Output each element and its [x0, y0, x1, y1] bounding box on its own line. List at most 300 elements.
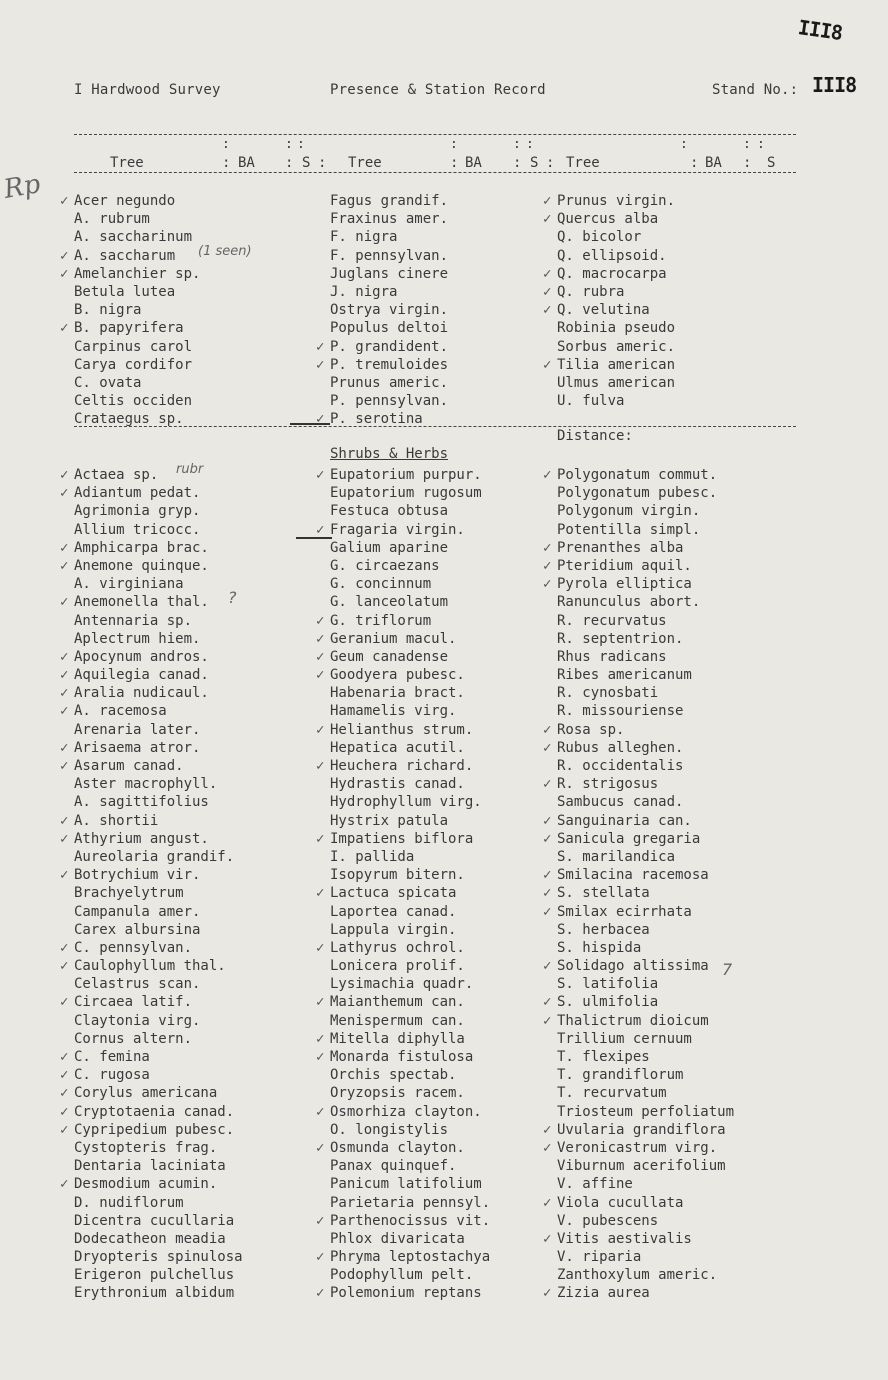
species-name: Isopyrum bitern. [330, 867, 465, 884]
species-row [557, 319, 675, 337]
species-name: S. marilandica [557, 848, 676, 865]
species-name: Circaea latif. [74, 994, 193, 1011]
species-row [543, 993, 734, 1011]
header-ba-3: BA [705, 155, 722, 171]
species-row [316, 612, 490, 630]
species-row [557, 374, 675, 392]
species-row [316, 338, 449, 356]
species-row [557, 521, 734, 539]
species-name: Hamamelis virg. [330, 703, 457, 720]
species-row [74, 1012, 243, 1030]
species-row [543, 884, 734, 902]
species-name: Dicentra cucullaria [74, 1212, 235, 1229]
species-row [316, 1248, 491, 1266]
species-row [316, 648, 490, 666]
species-row [330, 1121, 490, 1139]
species-name: Q. macrocarpa [557, 265, 667, 282]
species-row [74, 1212, 243, 1230]
species-row [557, 484, 734, 502]
species-name: R. missouriense [557, 703, 684, 720]
species-row [60, 993, 243, 1011]
species-name: Eupatorium purpur. [330, 467, 482, 483]
species-name: Q. velutina [557, 302, 650, 319]
species-row [330, 228, 448, 246]
species-name: Rosa sp. [557, 721, 625, 738]
species-row [557, 228, 675, 246]
species-row [74, 721, 243, 739]
species-row [330, 903, 490, 921]
species-name: Celtis occiden [74, 393, 193, 410]
check-mark-icon: ✓ [316, 885, 325, 902]
species-row [557, 939, 734, 957]
species-row [316, 666, 490, 684]
species-row [74, 228, 200, 246]
check-mark-icon: ✓ [60, 539, 69, 556]
species-name: Carex albursina [74, 921, 201, 938]
species-row [543, 957, 734, 975]
species-row [74, 612, 243, 630]
species-name: Galium aparine [330, 539, 449, 556]
record-title: Presence & Station Record [330, 82, 546, 98]
check-mark-icon: ✓ [543, 776, 552, 793]
species-name: Allium tricocc. [74, 521, 201, 538]
species-row [316, 884, 490, 902]
species-name: Parthenocissus vit. [330, 1212, 491, 1229]
species-row [60, 192, 200, 210]
species-name: Aster macrophyll. [74, 776, 218, 793]
species-row [330, 975, 490, 993]
check-mark-icon: ✓ [60, 193, 69, 209]
colon-marker: : [285, 137, 293, 152]
species-name: Potentilla simpl. [557, 521, 701, 538]
colon-marker: : [513, 137, 521, 152]
species-row [557, 502, 734, 520]
species-name: S. latifolia [557, 976, 659, 993]
species-name: Eupatorium rugosum [330, 485, 482, 502]
species-name: Zanthoxylum americ. [557, 1267, 718, 1284]
species-row [60, 702, 243, 720]
species-row [330, 392, 448, 410]
check-mark-icon: ✓ [316, 758, 325, 774]
species-name: Botrychium vir. [74, 867, 201, 884]
species-row [330, 301, 448, 319]
stand-label: Stand No.: [712, 82, 799, 98]
species-row [330, 921, 490, 939]
species-name: Impatiens biflora [330, 830, 474, 847]
species-name: Hydrastis canad. [330, 776, 465, 793]
handwritten-mark: ? [228, 588, 237, 607]
species-name: O. longistylis [330, 1121, 449, 1138]
species-name: Ribes americanum [557, 667, 692, 684]
check-mark-icon: ✓ [316, 467, 325, 483]
header-colon: : [318, 155, 327, 171]
species-row [330, 557, 490, 575]
check-mark-icon: ✓ [316, 521, 325, 538]
header-colon: : [450, 155, 459, 171]
species-row [74, 884, 243, 902]
species-row [74, 338, 200, 356]
species-row [330, 1012, 490, 1030]
species-name: Aquilegia canad. [74, 667, 209, 684]
species-row [330, 775, 490, 793]
species-name: Crataegus sp. [74, 411, 184, 428]
colon-marker: : [743, 137, 751, 152]
species-row [557, 1066, 734, 1084]
species-row [543, 356, 676, 374]
species-row [60, 539, 243, 557]
species-name: G. circaezans [330, 557, 440, 574]
species-name: Aplectrum hiem. [74, 630, 201, 647]
header-ba-1: BA [238, 155, 255, 171]
species-name: Trillium cernuum [557, 1030, 692, 1047]
species-name: Cypripedium pubesc. [74, 1121, 235, 1138]
check-mark-icon: ✓ [60, 739, 69, 756]
header-s-1: S [302, 155, 311, 171]
species-row [543, 775, 734, 793]
species-row [74, 1194, 243, 1212]
species-row [330, 793, 490, 811]
species-name: Lappula virgin. [330, 921, 457, 938]
species-name: Arenaria later. [74, 721, 201, 738]
species-row [60, 1066, 243, 1084]
species-row [557, 1048, 734, 1066]
species-name: Menispermum can. [330, 1012, 465, 1029]
species-name: Laportea canad. [330, 903, 457, 920]
stand-number: III8 [812, 73, 857, 97]
species-name: Thalictrum dioicum [557, 1012, 709, 1029]
species-row [316, 830, 490, 848]
colon-marker: : [222, 137, 230, 152]
check-mark-icon: ✓ [60, 1067, 69, 1084]
species-row [330, 210, 448, 228]
check-mark-icon: ✓ [543, 958, 552, 975]
species-row [74, 1248, 243, 1266]
species-name: Asarum canad. [74, 758, 184, 774]
check-mark-icon: ✓ [316, 1249, 325, 1266]
distance-label: Distance: [557, 428, 633, 444]
species-row [60, 684, 243, 702]
species-row [543, 265, 675, 283]
species-name: Quercus alba [557, 211, 659, 228]
species-row [60, 648, 243, 666]
species-name: Osmunda clayton. [330, 1139, 465, 1156]
species-row [330, 593, 490, 611]
species-row [543, 575, 734, 593]
species-name: Viola cucullata [557, 1194, 684, 1211]
species-name: Habenaria bract. [330, 685, 465, 702]
species-row [543, 210, 675, 228]
check-mark-icon: ✓ [60, 958, 69, 975]
species-row [330, 283, 448, 301]
species-name: Polemonium reptans [330, 1285, 482, 1302]
check-mark-icon: ✓ [316, 1139, 325, 1156]
species-row [60, 939, 243, 957]
species-row [60, 484, 243, 502]
species-name: Festuca obtusa [330, 503, 449, 520]
species-name: T. flexipes [557, 1049, 650, 1065]
species-name: Vitis aestivalis [557, 1230, 692, 1247]
species-name: Claytonia virg. [74, 1012, 201, 1029]
species-row [557, 1103, 734, 1121]
species-name: R. occidentalis [557, 758, 684, 774]
species-name: Smilacina racemosa [557, 867, 709, 884]
check-mark-icon: ✓ [543, 1194, 552, 1211]
species-name: Polygonatum pubesc. [557, 485, 718, 502]
check-mark-icon: ✓ [316, 630, 325, 647]
species-name: Pteridium aquil. [557, 557, 692, 574]
handwritten-note: (1 seen) [198, 244, 252, 259]
species-row [543, 866, 734, 884]
species-row [557, 1175, 734, 1193]
species-name: Erythronium albidum [74, 1285, 235, 1302]
species-row [316, 939, 490, 957]
species-name: Polygonum virgin. [557, 503, 701, 520]
check-mark-icon: ✓ [60, 467, 69, 483]
species-name: Arisaema atror. [74, 739, 201, 756]
species-name: Hydrophyllum virg. [330, 794, 482, 811]
check-mark-icon: ✓ [543, 539, 552, 556]
check-mark-icon: ✓ [543, 283, 552, 300]
species-name: Podophyllum pelt. [330, 1267, 474, 1284]
check-mark-icon: ✓ [316, 1030, 325, 1047]
header-s-3: S [767, 155, 776, 171]
species-name: Carya cordifor [74, 356, 193, 373]
species-row [330, 1157, 490, 1175]
species-name: Polygonatum commut. [557, 467, 718, 483]
species-row [543, 903, 734, 921]
species-row [74, 975, 243, 993]
species-row [543, 1284, 734, 1302]
species-name: Triosteum perfoliatum [557, 1103, 735, 1120]
species-row [330, 957, 490, 975]
species-name: Osmorhiza clayton. [330, 1103, 482, 1120]
check-mark-icon: ✓ [543, 193, 552, 209]
check-mark-icon: ✓ [316, 411, 325, 428]
species-row [74, 356, 200, 374]
species-row [330, 319, 448, 337]
species-row [74, 392, 200, 410]
species-name: D. nudiflorum [74, 1194, 184, 1211]
check-mark-icon: ✓ [60, 1103, 69, 1120]
check-mark-icon: ✓ [316, 830, 325, 847]
species-row [316, 630, 490, 648]
species-row [60, 666, 243, 684]
species-row [74, 775, 243, 793]
species-row [60, 812, 243, 830]
species-row [543, 1194, 734, 1212]
species-name: Q. rubra [557, 283, 625, 300]
tree-list-col1 [60, 192, 201, 428]
species-row [543, 283, 675, 301]
header-colon: : [513, 155, 522, 171]
species-row [60, 757, 243, 775]
species-name: Fagus grandif. [330, 193, 449, 209]
species-row [74, 903, 243, 921]
species-name: G. lanceolatum [330, 594, 449, 611]
check-mark-icon: ✓ [60, 867, 69, 884]
species-name: Prunus americ. [330, 374, 449, 391]
shrubs-herbs-title: Shrubs & Herbs [330, 446, 449, 462]
check-mark-icon: ✓ [316, 1049, 325, 1065]
colon-marker: : [450, 137, 458, 152]
species-row [316, 521, 490, 539]
species-row [557, 648, 734, 666]
colon-marker: : [297, 137, 305, 152]
species-row [543, 739, 734, 757]
mid-dashed-rule [74, 426, 796, 427]
species-name: Dryopteris spinulosa [74, 1249, 243, 1266]
species-row [316, 1030, 490, 1048]
species-row [74, 283, 200, 301]
species-row [330, 192, 448, 210]
species-name: Sanguinaria can. [557, 812, 692, 829]
species-row [543, 466, 734, 484]
species-row [60, 265, 201, 283]
top-dashed-rule [74, 134, 796, 135]
species-name: Cryptotaenia canad. [74, 1103, 235, 1120]
species-row [557, 848, 734, 866]
header-tree-1: Tree [110, 155, 144, 171]
check-mark-icon: ✓ [316, 667, 325, 684]
species-row [316, 1284, 490, 1302]
check-mark-icon: ✓ [543, 1230, 552, 1247]
species-name: Corylus americana [74, 1085, 218, 1102]
species-row [74, 1230, 243, 1248]
species-name: Dodecatheon meadia [74, 1230, 226, 1247]
check-mark-icon: ✓ [60, 247, 69, 264]
species-name: J. nigra [330, 283, 398, 300]
species-row [330, 539, 490, 557]
header-colon: : [546, 155, 555, 171]
header-colon: : [743, 155, 752, 171]
check-mark-icon: ✓ [316, 939, 325, 956]
species-row [543, 812, 734, 830]
species-row [557, 702, 734, 720]
check-mark-icon: ✓ [543, 356, 552, 373]
species-name: Phryma leptostachya [330, 1249, 491, 1266]
check-mark-icon: ✓ [543, 994, 552, 1011]
header-ba-2: BA [465, 155, 482, 171]
species-name: Sanicula gregaria [557, 830, 701, 847]
species-row [330, 1084, 490, 1102]
species-row [543, 301, 675, 319]
check-mark-icon: ✓ [60, 320, 69, 337]
species-row [74, 374, 200, 392]
species-row [60, 1048, 243, 1066]
species-name: F. nigra [330, 229, 398, 246]
species-name: Panax quinquef. [330, 1158, 457, 1175]
species-name: Aralia nudicaul. [74, 685, 209, 702]
species-name: Populus deltoi [330, 320, 449, 337]
species-name: A. saccharinum [74, 229, 193, 246]
header-colon: : [285, 155, 294, 171]
species-name: Hepatica acutil. [330, 739, 465, 756]
species-row [543, 1230, 734, 1248]
species-row [557, 593, 734, 611]
species-name: Prunus virgin. [557, 193, 676, 209]
species-name: Geranium macul. [330, 630, 457, 647]
species-row [543, 721, 734, 739]
check-mark-icon: ✓ [316, 1212, 325, 1229]
species-row [316, 466, 490, 484]
header-colon: : [690, 155, 699, 171]
species-name: Parietaria pennsyl. [330, 1194, 491, 1211]
species-name: Campanula amer. [74, 903, 201, 920]
species-name: Smilax ecirrhata [557, 903, 692, 920]
species-name: P. serotina [330, 411, 423, 428]
species-name: S. hispida [557, 939, 642, 956]
species-row [60, 319, 200, 337]
tree-list-col2 [316, 192, 449, 428]
species-name: Fraxinus amer. [330, 211, 449, 228]
species-name: P. pennsylvan. [330, 393, 449, 410]
species-name: S. herbacea [557, 921, 650, 938]
species-row [543, 557, 734, 575]
check-mark-icon: ✓ [60, 485, 69, 502]
species-name: Adiantum pedat. [74, 485, 201, 502]
species-name: Zizia aurea [557, 1285, 650, 1302]
species-row [60, 466, 243, 484]
species-name: Carpinus carol [74, 338, 193, 355]
check-mark-icon: ✓ [543, 885, 552, 902]
check-mark-icon: ✓ [543, 721, 552, 738]
species-name: Monarda fistulosa [330, 1049, 474, 1065]
check-mark-icon: ✓ [543, 1139, 552, 1156]
species-name: S. ulmifolia [557, 994, 659, 1011]
check-mark-icon: ✓ [60, 1049, 69, 1065]
species-name: C. ovata [74, 374, 142, 391]
species-row [60, 866, 243, 884]
species-row [543, 1012, 734, 1030]
species-name: Goodyera pubesc. [330, 667, 465, 684]
check-mark-icon: ✓ [60, 758, 69, 774]
species-name: A. shortii [74, 812, 159, 829]
handwritten-note: rubr [176, 462, 204, 477]
check-mark-icon: ✓ [543, 1285, 552, 1302]
header-underline [74, 172, 796, 173]
check-mark-icon: ✓ [543, 211, 552, 228]
check-mark-icon: ✓ [543, 1012, 552, 1029]
species-row [557, 975, 734, 993]
species-name: Ulmus american [557, 374, 676, 391]
species-row [74, 210, 200, 228]
species-row [543, 1139, 734, 1157]
colon-marker: : [680, 137, 688, 152]
species-row [60, 557, 243, 575]
species-name: Anemone quinque. [74, 557, 209, 574]
check-mark-icon: ✓ [60, 685, 69, 702]
species-name: Ostrya virgin. [330, 302, 449, 319]
species-name: A. sagittifolius [74, 794, 209, 811]
check-mark-icon: ✓ [60, 667, 69, 684]
species-row [330, 702, 490, 720]
species-row [60, 1121, 243, 1139]
check-mark-icon: ✓ [60, 830, 69, 847]
species-row [330, 848, 490, 866]
species-name: Brachyelytrum [74, 885, 184, 902]
species-name: Lactuca spicata [330, 885, 457, 902]
check-mark-icon: ✓ [316, 612, 325, 629]
species-name: Betula lutea [74, 283, 176, 300]
species-name: Caulophyllum thal. [74, 958, 226, 975]
species-name: Lonicera prolif. [330, 958, 465, 975]
check-mark-icon: ✓ [316, 994, 325, 1011]
species-row [74, 521, 243, 539]
species-name: G. triflorum [330, 612, 432, 629]
species-row [557, 612, 734, 630]
species-row [74, 1157, 243, 1175]
species-name: Cystopteris frag. [74, 1139, 218, 1156]
